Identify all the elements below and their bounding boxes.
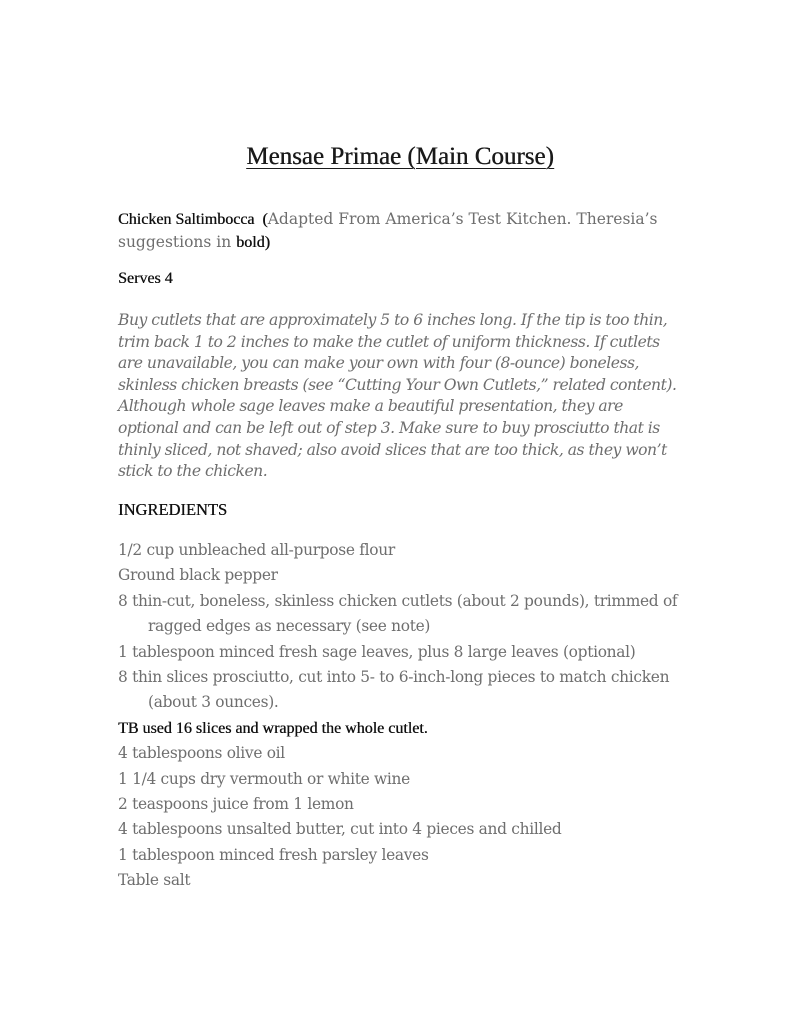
ingredient-item: 1/2 cup unbleached all-purpose flour [118, 541, 395, 559]
ingredient-item: 4 tablespoons olive oil [118, 744, 285, 763]
ingredient-item: Table salt [118, 871, 191, 890]
ingredient-item: 8 thin-cut, boneless, skinless chicken cutlets (about 2 pounds), trimmed of ragged edges as necessary (see note) [118, 591, 678, 636]
serves-line: Serves 4 [118, 270, 173, 287]
ingredient-item: 1 tablespoon minced fresh parsley leaves [118, 845, 429, 864]
ingredient-item: 4 tablespoons unsalted butter, cut into 4 pieces and chilled [118, 820, 562, 839]
ingredient-suggestion: TB used 16 slices and wrapped the whole cutlet. [118, 719, 428, 737]
page-title [0, 143, 800, 171]
ingredient-item: 2 teaspoons juice from 1 lemon [118, 795, 354, 814]
source-paren-open: ( [262, 211, 268, 228]
page-title-text: Mensae Primae (Main Course) [246, 143, 554, 170]
ingredient-item: 1 tablespoon minced fresh sage leaves, plus 8 large leaves (optional) [118, 642, 636, 661]
ingredients-list [118, 538, 708, 894]
recipe-source: Adapted From America’s Test Kitchen. Theresia’s suggestions in [118, 210, 658, 251]
bold-word: bold) [236, 234, 270, 251]
recipe-note: Buy cutlets that are approximately 5 to 6 inches long. If the tip is too thin, trim back 1 to 2 inches to make the cutlet of uniform thickness. If cutlets are unavailable, you can make your own with four (8-ounce) boneless, skinless chicken breasts (see “Cutting Your Own Cutlets,” related content). Although whole sage leaves make a beautiful presentation, they are optional and can be left out of step 3. Make sure to buy prosciutto that is thinly sliced, not shaved; also avoid slices that are too thick, as they won’t stick to the chicken. [118, 311, 677, 481]
recipe-header [118, 208, 688, 254]
ingredient-item: 1 1/4 cups dry vermouth or white wine [118, 769, 410, 788]
ingredients-heading: INGREDIENTS [118, 500, 228, 519]
recipe-name: Chicken Saltimbocca [118, 211, 255, 228]
ingredient-item: 8 thin slices prosciutto, cut into 5- to 6-inch-long pieces to match chicken (about 3 ounces). [118, 668, 670, 712]
ingredient-item: Ground black pepper [118, 566, 278, 585]
